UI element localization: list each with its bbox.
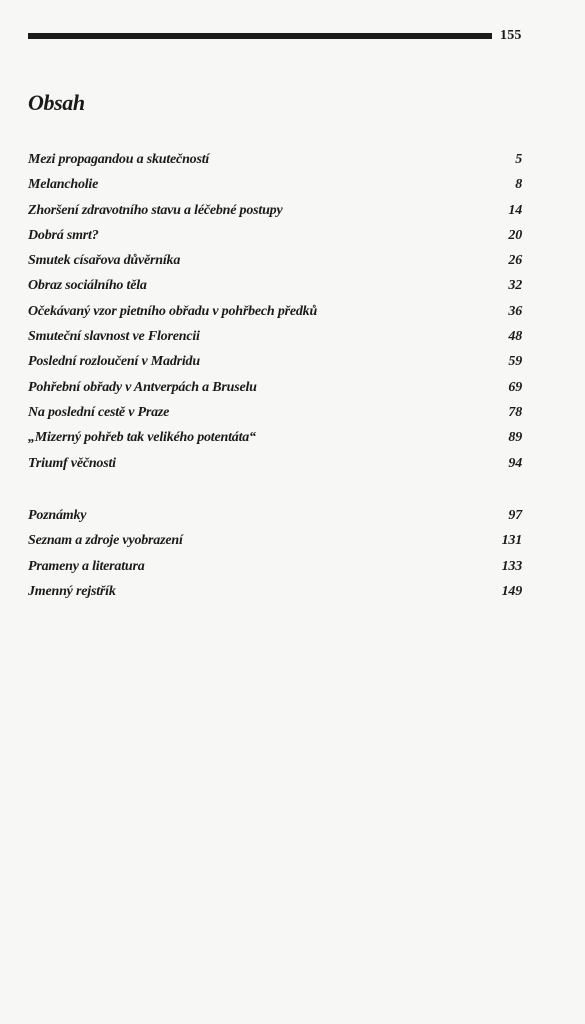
page-number: 155 bbox=[500, 28, 522, 43]
toc-appendix bbox=[28, 508, 522, 609]
toc-entry-page: 131 bbox=[501, 533, 522, 549]
toc-entry-page: 20 bbox=[508, 227, 522, 243]
toc-entry-page: 36 bbox=[508, 303, 522, 319]
toc-entry-title: Obraz sociálního těla bbox=[28, 278, 147, 294]
toc-entry bbox=[28, 405, 522, 430]
toc-entry bbox=[28, 508, 522, 533]
toc-entry-title: Melancholie bbox=[28, 177, 99, 193]
toc-entry bbox=[28, 203, 522, 228]
toc-entry-title: Mezi propagandou a skutečností bbox=[28, 152, 210, 167]
toc-entry-title: Poslední rozloučení v Madridu bbox=[28, 354, 200, 370]
toc-entry bbox=[28, 278, 522, 303]
toc-entry-page: 26 bbox=[508, 253, 522, 269]
toc-entry bbox=[28, 354, 522, 379]
toc-entry-page: 32 bbox=[508, 278, 522, 294]
toc-entry bbox=[28, 533, 522, 558]
toc-entry-title: Jmenný rejstřík bbox=[28, 583, 116, 599]
toc-entry-title: Poznámky bbox=[28, 508, 87, 523]
header-rule bbox=[28, 33, 492, 39]
toc-entry-title: Seznam a zdroje vyobrazení bbox=[28, 533, 183, 549]
toc-entry-page: 133 bbox=[501, 558, 522, 574]
toc-entry bbox=[28, 584, 522, 609]
toc-entry-title: „Mizerný pohřeb tak velikého potentáta“ bbox=[28, 430, 256, 446]
toc-entry-page: 14 bbox=[508, 202, 522, 218]
toc-entry bbox=[28, 329, 522, 354]
toc-entry-title: Prameny a literatura bbox=[28, 558, 145, 574]
toc-entry-page: 48 bbox=[508, 329, 522, 345]
toc-entry-title: Zhoršení zdravotního stavu a léčebné postupy bbox=[28, 202, 283, 218]
toc-entry-page: 5 bbox=[515, 152, 522, 167]
toc-entry-page: 78 bbox=[508, 404, 522, 420]
toc-entry-page: 149 bbox=[501, 583, 522, 599]
toc-entry bbox=[28, 430, 522, 455]
toc-entry-title: Triumf věčnosti bbox=[28, 455, 116, 471]
toc-chapters bbox=[28, 152, 522, 481]
toc-entry bbox=[28, 456, 522, 481]
toc-entry-page: 69 bbox=[508, 379, 522, 395]
toc-entry bbox=[28, 559, 522, 584]
toc-entry bbox=[28, 152, 522, 177]
toc-entry-title: Na poslední cestě v Praze bbox=[28, 404, 170, 420]
toc-entry-page: 59 bbox=[508, 354, 522, 370]
toc-entry-page: 8 bbox=[515, 177, 522, 193]
toc-entry bbox=[28, 304, 522, 329]
toc-entry bbox=[28, 253, 522, 278]
toc-entry-title: Pohřební obřady v Antverpách a Bruselu bbox=[28, 379, 257, 395]
toc-entry-title: Dobrá smrt? bbox=[28, 227, 99, 243]
toc-entry-page: 94 bbox=[508, 455, 522, 471]
toc-entry-title: Očekávaný vzor pietního obřadu v pohřbech předků bbox=[28, 303, 318, 319]
toc-entry bbox=[28, 228, 522, 253]
toc-entry-page: 97 bbox=[508, 508, 522, 523]
toc-title: Obsah bbox=[28, 90, 85, 115]
toc-entry bbox=[28, 380, 522, 405]
toc-entry-page: 89 bbox=[508, 430, 522, 446]
toc-entry-title: Smutek císařova důvěrníka bbox=[28, 253, 181, 269]
toc-entry bbox=[28, 177, 522, 202]
toc-entry-title: Smuteční slavnost ve Florencii bbox=[28, 329, 200, 345]
